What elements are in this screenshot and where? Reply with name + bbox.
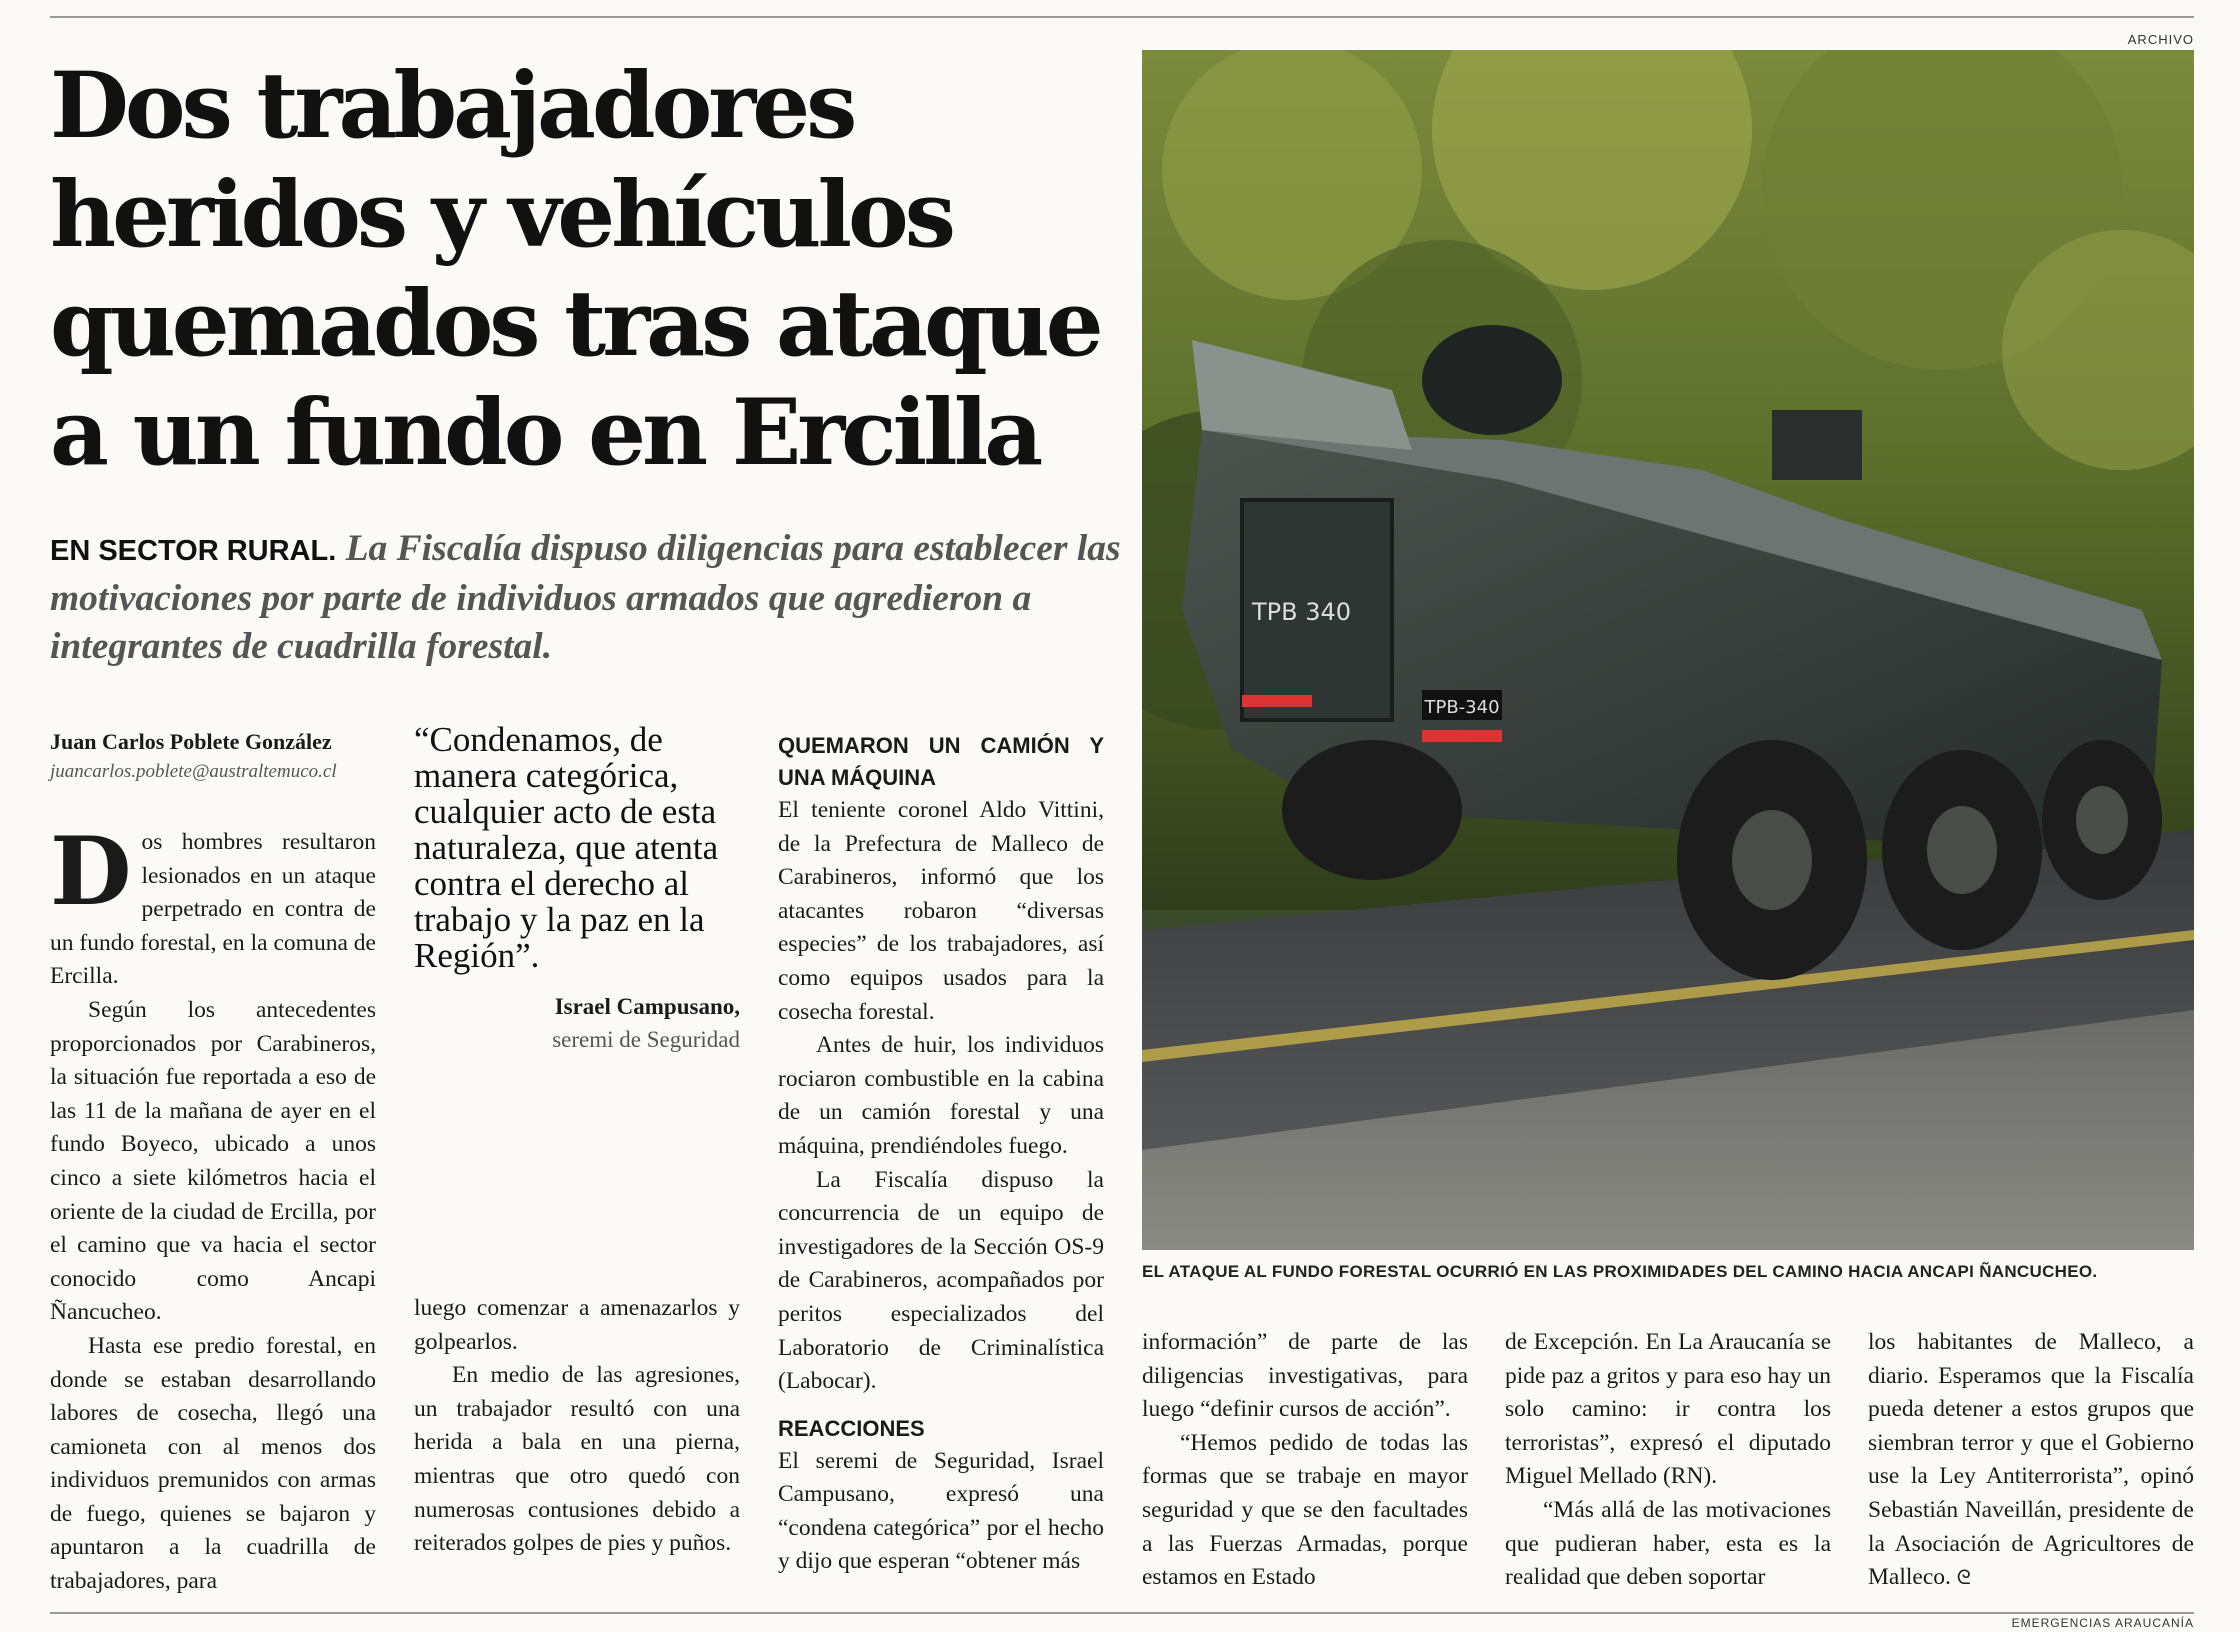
paragraph-9: El seremi de Seguridad, Israel Campusano, expresó una “condena categórica” por el hecho y dijo que esperan “obtener más	[778, 1447, 1104, 1575]
armored-vehicle-illustration	[1142, 50, 2194, 1250]
deck-text: La Fiscalía dispuso diligencias para establecer las motivaciones por parte de individuos armados que agredieron a integrantes de cuadrilla forestal.	[50, 528, 1121, 667]
vehicle-marking: TPB 340	[1252, 598, 1352, 626]
top-rule	[50, 16, 2194, 18]
headline: Dos trabajadores heridos y vehículos quemados tras ataque a un fundo en Ercilla	[50, 53, 1100, 486]
deck	[50, 525, 1130, 671]
kicker: EN SECTOR RURAL.	[50, 535, 337, 567]
vehicle-plate: TPB-340	[1424, 697, 1500, 718]
column-6	[1868, 1326, 2194, 1595]
news-photo-armored-vehicle	[1142, 50, 2194, 1250]
paragraph-1-text: os hombres resultaron lesionados en un ataque perpetrado en contra de un fundo forestal, en la comuna de Ercilla.	[50, 829, 376, 990]
paragraph-4: luego comenzar a amenazarlos y golpearlos.	[414, 1295, 740, 1355]
paragraph-10: información” de parte de las diligencias investigativas, para luego “definir cursos de acción”.	[1142, 1329, 1468, 1423]
quote-role: seremi de Seguridad	[552, 1027, 740, 1052]
author-name: Juan Carlos Poblete González	[50, 729, 332, 754]
column-3	[778, 724, 1104, 1579]
column-1	[50, 817, 376, 1599]
subhead-quemaron: QUEMARON UN CAMIÓN Y UNA MÁQUINA	[778, 733, 1104, 790]
column-2	[414, 1292, 740, 1561]
byline	[50, 726, 380, 786]
paragraph-2: Según los antecedentes proporcionados por Carabineros, la situación fue reportada a eso de las 11 de la mañana de ayer en el fundo Boyeco, ubicado a unos cinco a siete kilómetros hacia el oriente de la ciudad de Ercilla, por el camino que va hacia el sector conocido como Ancapi Ñancucheo.	[50, 996, 376, 1326]
paragraph-1	[50, 817, 376, 994]
paragraph-7: Antes de huir, los individuos rociaron combustible en la cabina de un camión forestal y una máquina, prendiéndoles fuego.	[778, 1032, 1104, 1159]
column-4	[1142, 1326, 1468, 1595]
paragraph-14	[1868, 1326, 2194, 1595]
photo-caption: EL ATAQUE AL FUNDO FORESTAL OCURRIÓ EN LAS PROXIMIDADES DEL CAMINO HACIA ANCAPI ÑANCUCHEO.	[1142, 1262, 2098, 1281]
paragraph-13: “Más allá de las motivaciones que pudieran haber, esta es la realidad que deben soportar	[1505, 1496, 1831, 1591]
drop-cap: D	[50, 817, 132, 927]
paragraph-3: Hasta ese predio forestal, en donde se estaban desarrollando labores de cosecha, llegó una camioneta con al menos dos individuos premunidos con armas de fuego, quienes se bajaron y apuntaron a la cuadrilla de trabajadores, para	[50, 1332, 376, 1595]
pull-quote: “Condenamos, de manera categórica, cualquier acto de esta naturaleza, que atenta contra el derecho al trabajo y la paz en la Región”.	[414, 720, 719, 975]
pull-quote-attribution	[414, 990, 740, 1056]
footer-section-tag: EMERGENCIAS ARAUCANÍA	[2011, 1616, 2194, 1630]
photo-credit: ARCHIVO	[2127, 32, 2194, 47]
paragraph-6: El teniente coronel Aldo Vittini, de la Prefectura de Malleco de Carabineros, informó que los atacantes robaron “diversas especies” de los trabajadores, así como equipos usados para la cosecha forestal.	[778, 797, 1104, 1025]
subhead-reacciones: REACCIONES	[778, 1415, 925, 1441]
paragraph-5: En medio de las agresiones, un trabajador resultó con una herida a bala en una pierna, mientras que otro quedó con numerosas contusiones debido a reiterados golpes de pies y puños.	[414, 1362, 740, 1557]
paragraph-8: La Fiscalía dispuso la concurrencia de un equipo de investigadores de la Sección OS-9 de Carabineros, acompañados por peritos especializados del Laboratorio de Criminalística (Labocar).	[778, 1166, 1104, 1395]
paragraph-12: de Excepción. En La Araucanía se pide paz a gritos y para eso hay un solo camino: ir contra los terroristas”, expresó el diputado Miguel Mellado (RN).	[1505, 1329, 1831, 1490]
paragraph-14-text: los habitantes de Malleco, a diario. Esperamos que la Fiscalía pueda detener a estos grupos que siembran terror y que el Gobierno use la Ley Antiterrorista”, opinó Sebastián Naveillán, presidente de la Asociación de Agricultores de Malleco.	[1868, 1329, 2194, 1591]
quote-author: Israel Campusano,	[554, 994, 740, 1019]
end-mark-icon: ᘓ	[1956, 1565, 1971, 1590]
bottom-rule	[50, 1612, 2194, 1614]
column-5	[1505, 1326, 1831, 1595]
author-email: juancarlos.poblete@australtemuco.cl	[50, 761, 337, 782]
paragraph-11: “Hemos pedido de todas las formas que se trabaje en mayor seguridad y que se den facultades a las Fuerzas Armadas, porque estamos en Estado	[1142, 1429, 1468, 1591]
